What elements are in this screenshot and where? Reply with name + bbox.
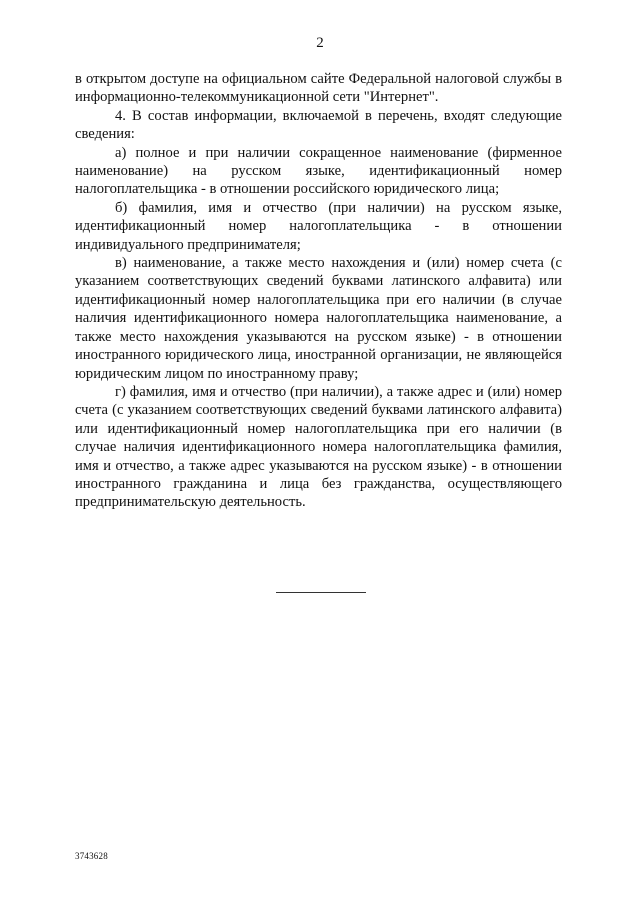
end-divider [276,592,366,593]
paragraph-subitem-a: а) полное и при наличии сокращенное наименование (фирменное наименование) на русском языке, идентификационный номер налогоплательщика - в отношении российского юридического лица; [75,144,562,198]
paragraph-subitem-g: г) фамилия, имя и отчество (при наличии), а также адрес и (или) номер счета (с указанием соответствующих сведений буквами латинского алфавита) или идентификационный номер налогоплательщика при его наличии (в случае наличия идентификационного номера налогоплательщика фамилия, имя и отчество, а также адрес указываются на русском языке) - в отношении иностранного гражданина и лица без гражданства, осуществляющего предпринимательскую деятельность. [75,383,562,511]
document-code: 3743628 [75,851,108,861]
paragraph-subitem-b: б) фамилия, имя и отчество (при наличии) на русском языке, идентификационный номер налогоплательщика - в отношении индивидуального предпринимателя; [75,199,562,253]
paragraph-continuation: в открытом доступе на официальном сайте Федеральной налоговой службы в информационно-телекоммуникационной сети "Интернет". [75,71,562,106]
paragraph-subitem-v: в) наименование, а также место нахождения и (или) номер счета (с указанием соответствующих сведений буквами латинского алфавита) или идентификационный номер налогоплательщика при его наличии (в случае наличия идентификационного номера налогоплательщика наименование, а также место нахождения указываются на русском языке) - в отношении иностранного юридического лица, иностранной организации, не являющейся юридическим лицом по иностранному праву; [75,255,562,382]
paragraph-item-4: 4. В состав информации, включаемой в перечень, входят следующие сведения: [75,107,562,143]
document-body [75,70,562,512]
page-number: 2 [316,35,324,51]
